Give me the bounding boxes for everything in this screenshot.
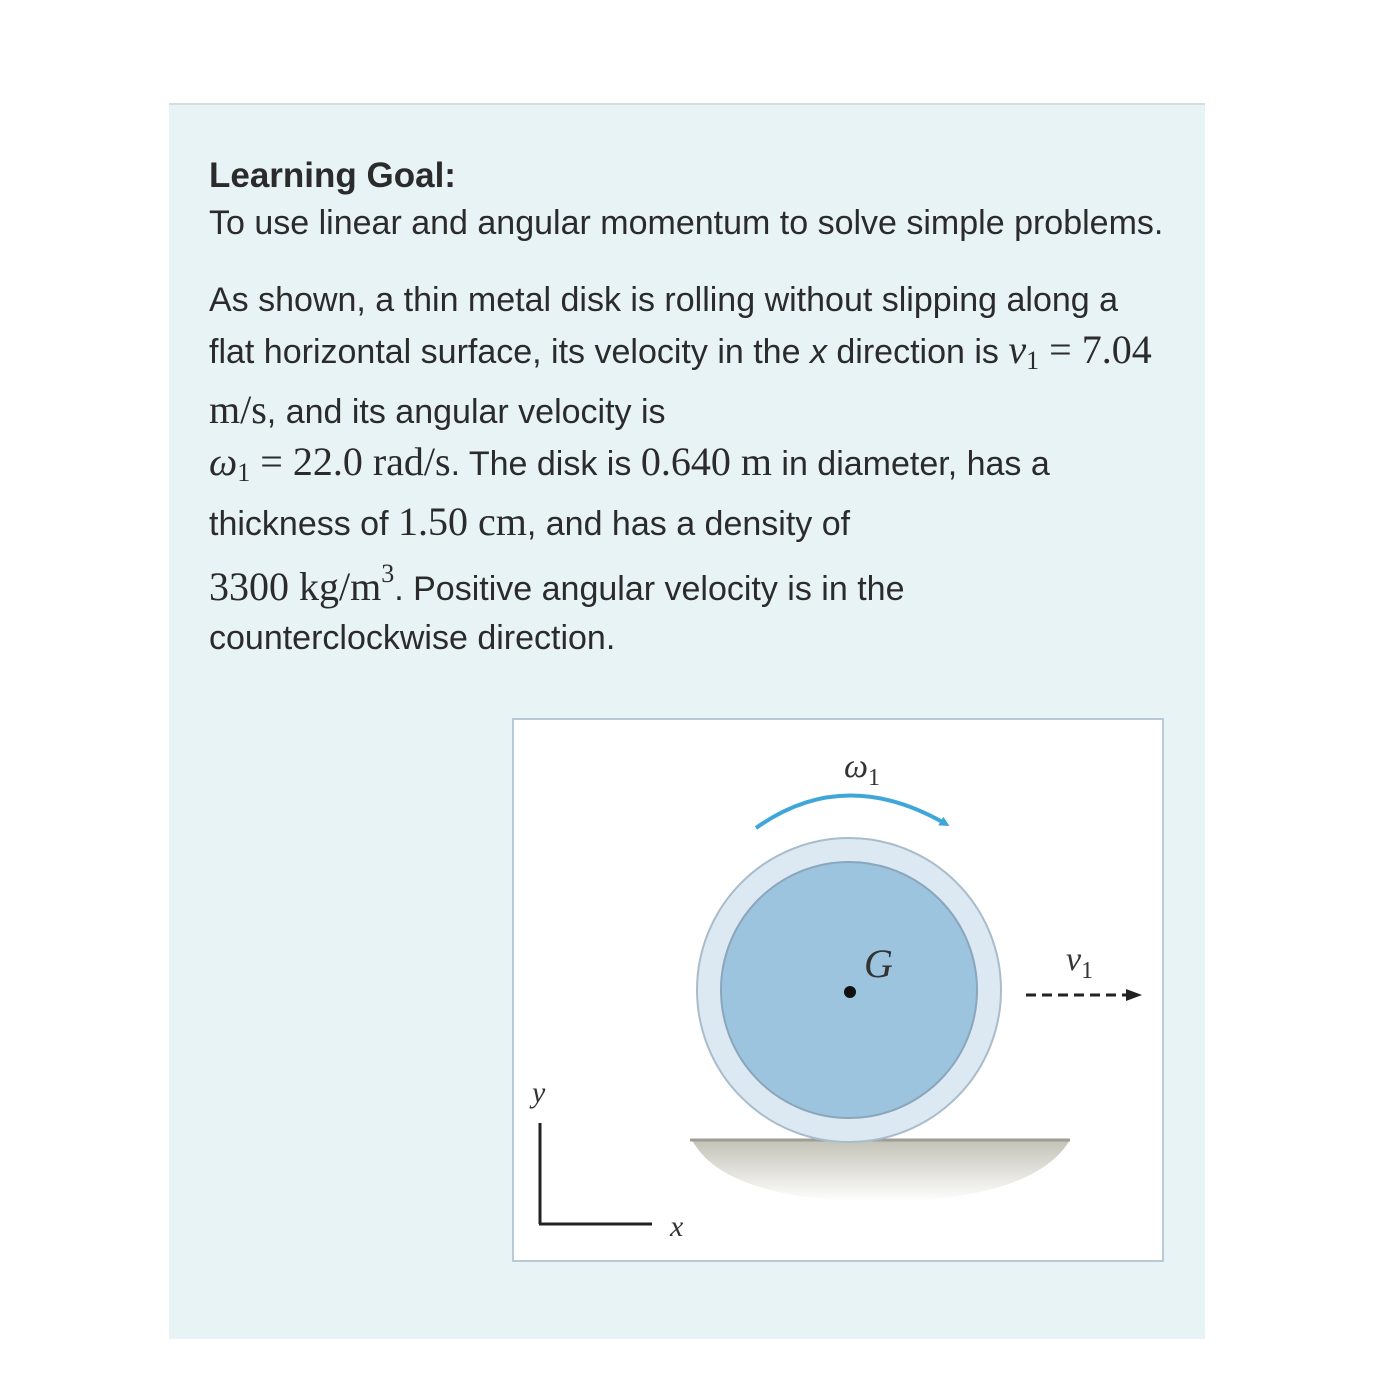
omega-value: 22.0 rad/s	[292, 439, 451, 484]
velocity-arrow-head	[1126, 989, 1142, 1001]
thickness-value: 1.50 cm	[397, 499, 527, 544]
learning-goal-heading: Learning Goal:	[209, 156, 456, 195]
center-of-mass-dot	[844, 986, 856, 998]
text-segment: , and its angular velocity is	[266, 393, 666, 431]
velocity-label-symbol: v	[1066, 941, 1082, 978]
problem-statement	[209, 276, 1169, 663]
text-segment: . Positive angular velocity is in the counterclockwise direction.	[209, 570, 905, 657]
text-segment: , and has a density of	[526, 505, 851, 543]
density-exponent: 3	[381, 559, 395, 588]
y-axis-label: y	[532, 1076, 546, 1109]
omega-subscript: 1	[237, 458, 251, 487]
omega-symbol: ω	[209, 439, 238, 484]
velocity-symbol: v	[1008, 327, 1027, 372]
angular-velocity-arrow	[756, 795, 946, 828]
text-segment: As shown, a thin metal disk is rolling without slipping along a flat horizontal surface, its velocity in the	[209, 281, 1119, 371]
equals-sign: =	[1039, 327, 1082, 372]
diameter-value: 0.640 m	[640, 439, 772, 484]
x-variable: x	[809, 333, 827, 371]
velocity-subscript: 1	[1026, 346, 1040, 375]
x-axis-label: x	[670, 1210, 684, 1243]
omega-label	[844, 748, 880, 791]
center-label-g: G	[864, 941, 893, 986]
density-value: 3300 kg/m	[209, 564, 382, 609]
ground-shadow	[692, 1140, 1070, 1202]
omega-label-subscript: 1	[868, 765, 881, 791]
velocity-label-subscript: 1	[1081, 958, 1094, 984]
learning-goal-text: To use linear and angular momentum to solve simple problems.	[209, 204, 1164, 242]
problem-panel	[169, 103, 1205, 1339]
equals-sign: =	[250, 439, 293, 484]
text-segment: . The disk is	[450, 445, 641, 483]
problem-content	[209, 153, 1169, 663]
disk-diagram	[514, 720, 1162, 1260]
text-segment: direction is	[826, 333, 1009, 371]
omega-label-symbol: ω	[844, 748, 869, 785]
text-segment: in diameter, has a thickness of	[209, 445, 1050, 543]
velocity-value: 7.04 m/s	[209, 327, 1152, 432]
disk-figure	[512, 718, 1164, 1262]
velocity-label	[1066, 941, 1093, 984]
